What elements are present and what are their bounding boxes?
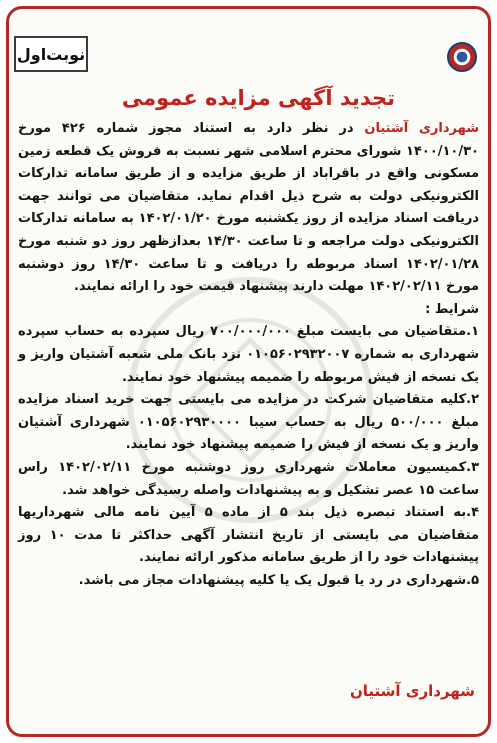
issue-badge: نوبت‌اول bbox=[14, 36, 88, 72]
intro-organization: شهرداری آشتیان bbox=[364, 121, 480, 136]
notice-title: تجدید آگهی مزایده عمومی bbox=[121, 86, 396, 110]
term-item: ۵.شهرداری در رد یا قبول یک یا کلیه پیشنهادات مجاز می باشد. bbox=[78, 572, 479, 588]
intro-text: در نظر دارد به استناد مجوز شماره ۴۲۶ مورخ ۱۴۰۰/۱۰/۳۰ شورای محترم اسلامی شهر نسبت به فروش یک قطعه زمین مسکونی واقع در باقراباد از طریق مزایده و از طریق سامانه تدارکات الکترونیکی دولت به شرح ذیل اقدام نماید. متقاضیان می توانند جهت دریافت اسناد مزایده از روز یکشنبه مورخ ۱۴۰۲/۰۱/۲۰ به سامانه تدارکات الکترونیکی دولت مراجعه و تا ساعت ۱۴/۳۰ بعدازظهر روز دو شنبه مورخ ۱۴۰۲/۰۱/۲۸ اسناد مربوطه را دریافت و تا ساعت ۱۴/۳۰ روز دوشنبه مورخ ۱۴۰۲/۰۲/۱۱ مهلت دارند پیشنهاد قیمت خود را ارائه نمایند. bbox=[18, 121, 479, 295]
municipality-logo-icon bbox=[447, 42, 477, 72]
notice-body bbox=[18, 118, 479, 592]
signature-organization: شهرداری آشتیان bbox=[349, 682, 475, 700]
intro-paragraph bbox=[18, 118, 479, 299]
terms-heading: شرایط : bbox=[425, 301, 479, 317]
term-item: ۳.کمیسیون معاملات شهرداری روز دوشنبه مورخ ۱۴۰۲/۰۲/۱۱ راس ساعت ۱۵ عصر تشکیل و به پیشنهادات واصله رسیدگی خواهد شد. bbox=[18, 459, 480, 498]
term-item: ۱.متقاضیان می بایست مبلغ ۷۰۰/۰۰۰/۰۰۰ ریال سپرده به حساب سپرده شهرداری به شماره ۰۱۰۵۶۰۲۹۳۲۰۰۷ نزد بانک ملی شعبه آشتیان واریز و یک نسخه از فیش مربوطه را ضمیمه پیشنهاد خود نمایند. bbox=[18, 324, 479, 385]
term-item: ۲.کلیه متقاضیان شرکت در مزایده می بایستی جهت خرید اسناد مزایده مبلغ ۵۰۰/۰۰۰ ریال به حساب سیبا ۰۱۰۵۶۰۲۹۳۰۰۰۰ شهرداری آشتیان واریز و یک نسخه از فیش را ضمیمه پیشنهاد خود نمایند. bbox=[18, 392, 479, 453]
term-item: ۴.به استناد تبصره ذیل بند ۵ از ماده ۵ آیین نامه مالی شهرداریها متقاضیان می بایستی از تاریخ انتشار آگهی حداکثر تا مدت ۱۰ روز پیشنهادات خود را از طریق سامانه مذکور ارائه نمایند. bbox=[18, 505, 480, 566]
